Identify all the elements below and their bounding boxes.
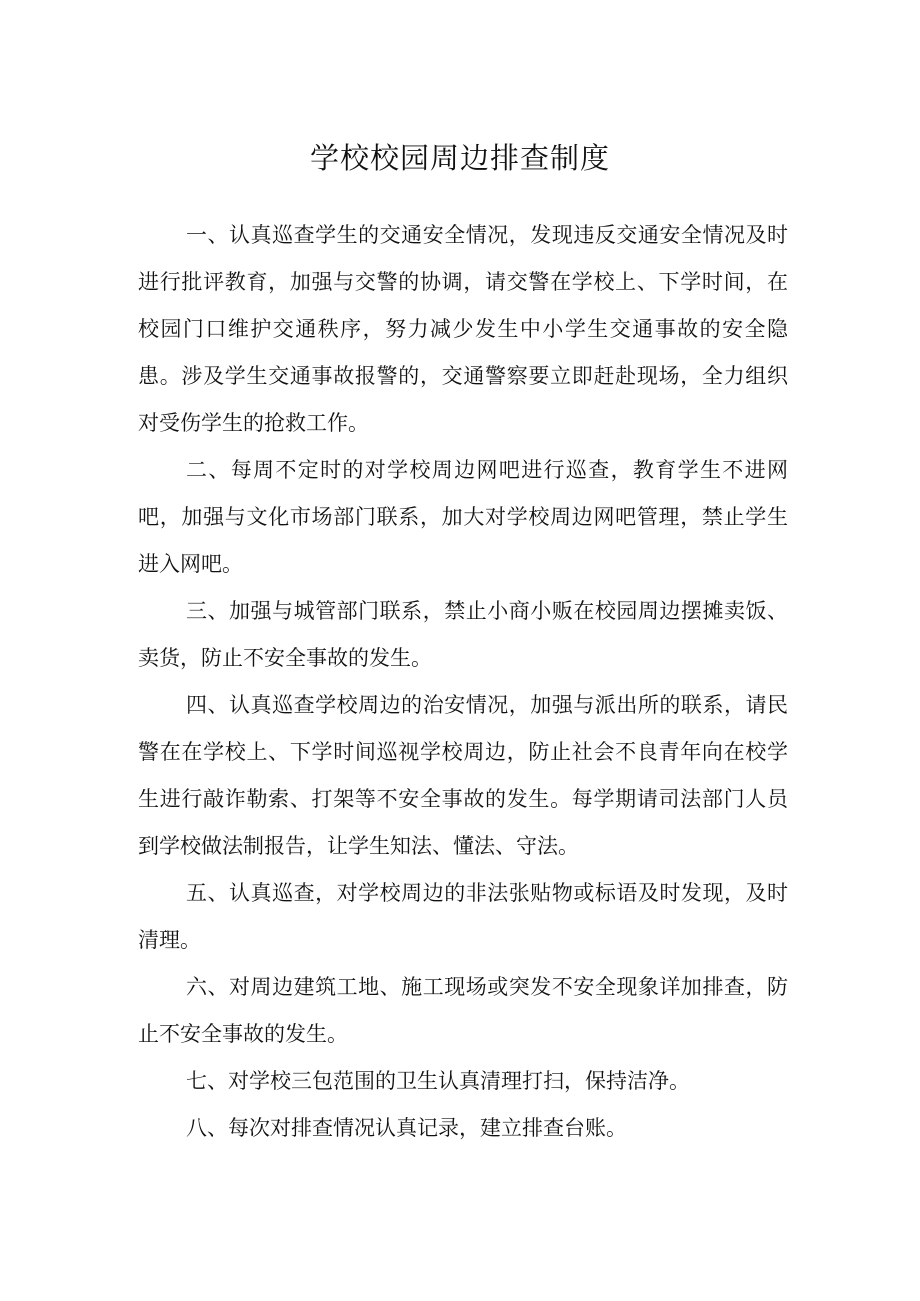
paragraph-2: 二、每周不定时的对学校周边网吧进行巡查，教育学生不进网吧，加强与文化市场部门联系，加大对学校周边网吧管理，禁止学生进入网吧。	[138, 458, 788, 576]
paragraph-7: 七、对学校三包范围的卫生认真清理打扫，保持洁净。	[186, 1069, 690, 1093]
paragraph-4: 四、认真巡查学校周边的治安情况，加强与派出所的联系，请民警在在学校上、下学时间巡视学校周边，防止社会不良青年向在校学生进行敲诈勒索、打架等不安全事故的发生。每学期请司法部门人员到学校做法制报告，让学生知法、懂法、守法。	[138, 693, 788, 858]
document-title: 学校校园周边排查制度	[309, 141, 610, 175]
paragraph-8: 八、每次对排查情况认真记录，建立排查台账。	[186, 1116, 627, 1140]
paragraph-1: 一、认真巡查学生的交通安全情况，发现违反交通安全情况及时进行批评教育，加强与交警的协调，请交警在学校上、下学时间，在校园门口维护交通秩序，努力减少发生中小学生交通事故的安全隐患。涉及学生交通事故报警的，交通警察要立即赶赴现场，全力组织对受伤学生的抢救工作。	[138, 223, 788, 435]
paragraph-3: 三、加强与城管部门联系，禁止小商小贩在校园周边摆摊卖饭、卖货，防止不安全事故的发生。	[138, 599, 788, 670]
document-body	[138, 212, 788, 1152]
paragraph-5: 五、认真巡查，对学校周边的非法张贴物或标语及时发现，及时清理。	[138, 881, 788, 952]
paragraph-6: 六、对周边建筑工地、施工现场或突发不安全现象详加排查，防止不安全事故的发生。	[138, 975, 788, 1046]
